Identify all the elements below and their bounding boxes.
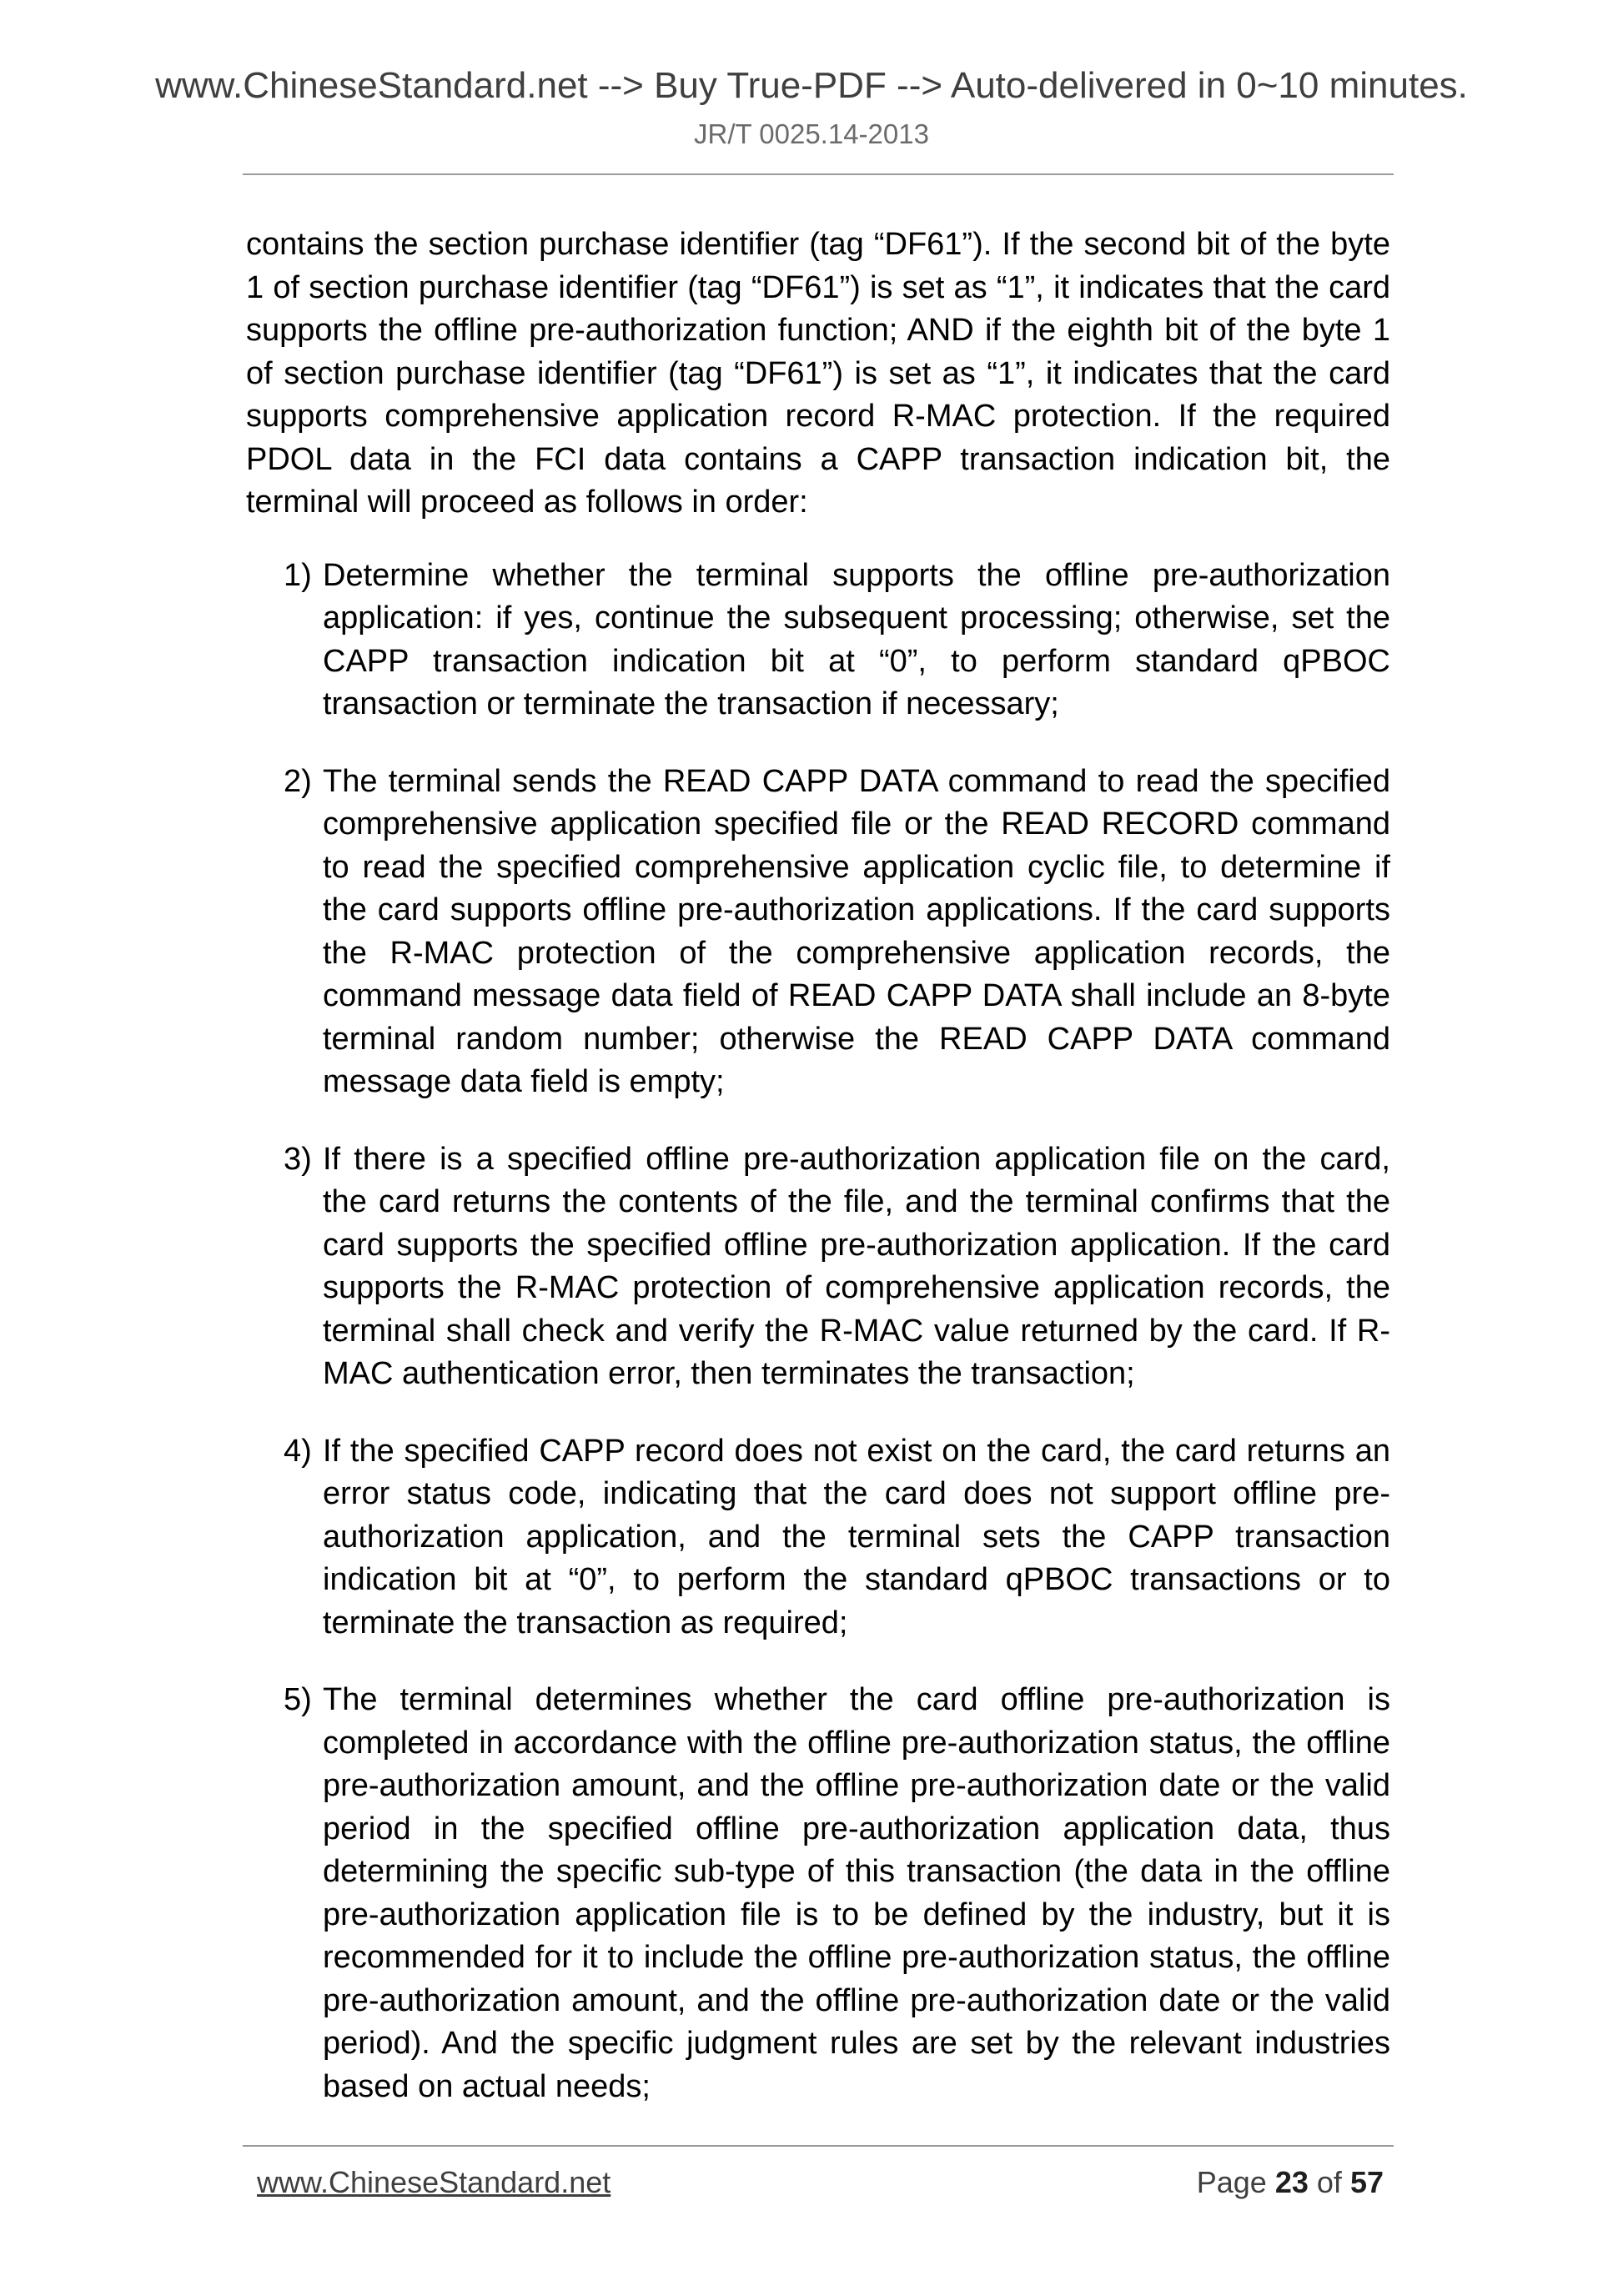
procedure-step-1	[246, 555, 1390, 726]
step-text: The terminal determines whether the card offline pre-authorization is completed in accordance with the offline pre-authorization status, the offline pre-authorization amount, and the offline pre-authorization date or the valid period in the specified offline pre-authorization application data, thus determining the specific sub-type of this transaction (the data in the offline pre-authorization application file is to be defined by the industry, but it is recommended for it to include the offline pre-authorization status, the offline pre-authorization amount, and the offline pre-authorization date or the valid period). And the specific judgment rules are set by the relevant industries based on actual needs;	[323, 1682, 1390, 2104]
step-number: 5)	[284, 1682, 312, 1717]
procedure-step-3	[246, 1138, 1390, 1396]
header-divider	[243, 173, 1394, 175]
footer-website-link[interactable]: www.ChineseStandard.net	[257, 2165, 611, 2199]
current-page-number: 23	[1274, 2165, 1309, 2199]
page-of-label: of	[1316, 2165, 1342, 2199]
document-code: JR/T 0025.14-2013	[694, 118, 929, 149]
step-text: The terminal sends the READ CAPP DATA command to read the specified comprehensive application specified file or the READ RECORD command to read the specified comprehensive application cyclic file, to determine if the card supports offline pre-authorization applications. If the card supports the R-MAC protection of the comprehensive application records, the command message data field of READ CAPP DATA shall include an 8-byte terminal random number; otherwise the READ CAPP DATA command message data field is empty;	[323, 763, 1390, 1099]
page-label: Page	[1196, 2165, 1267, 2199]
step-number: 4)	[284, 1433, 312, 1469]
page-number	[1197, 2165, 1384, 2200]
procedure-step-2	[246, 761, 1390, 1104]
step-number: 3)	[284, 1141, 312, 1177]
footer-divider	[243, 2145, 1394, 2147]
step-number: 2)	[284, 763, 312, 799]
procedure-list	[246, 555, 1390, 2109]
step-text: If the specified CAPP record does not exist on the card, the card returns an error status code, indicating that the card does not support offline pre-authorization application, and the terminal sets the CAPP transaction indication bit at “0”, to perform the standard qPBOC transactions or to terminate the transaction as required;	[323, 1433, 1390, 1640]
header-banner: www.ChineseStandard.net --> Buy True-PDF --> Auto-delivered in 0~10 minutes.	[155, 65, 1468, 106]
step-number: 1)	[284, 557, 312, 593]
intro-paragraph: contains the section purchase identifier (tag “DF61”). If the second bit of the byte 1 of section purchase identifier (tag “DF61”) is set as “1”, it indicates that the card supports the offline pre-authorization function; AND if the eighth bit of the byte 1 of section purchase identifier (tag “DF61”) is set as “1”, it indicates that the card supports comprehensive application record R-MAC protection. If the required PDOL data in the FCI data contains a CAPP transaction indication bit, the terminal will proceed as follows in order:	[246, 227, 1390, 520]
step-text: If there is a specified offline pre-authorization application file on the card, the card returns the contents of the file, and the terminal confirms that the card supports the specified offline pre-authorization application. If the card supports the R-MAC protection of comprehensive application records, the terminal shall check and verify the R-MAC value returned by the card. If R-MAC authentication error, then terminates the transaction;	[323, 1141, 1390, 1391]
procedure-step-5	[246, 1679, 1390, 2108]
total-pages-number: 57	[1349, 2165, 1384, 2199]
step-text: Determine whether the terminal supports the offline pre-authorization application: if yes, continue the subsequent processing; otherwise, set the CAPP transaction indication bit at “0”, to perform standard qPBOC transaction or terminate the transaction if necessary;	[323, 557, 1390, 721]
procedure-step-4	[246, 1430, 1390, 1645]
page-body	[246, 224, 1390, 2143]
